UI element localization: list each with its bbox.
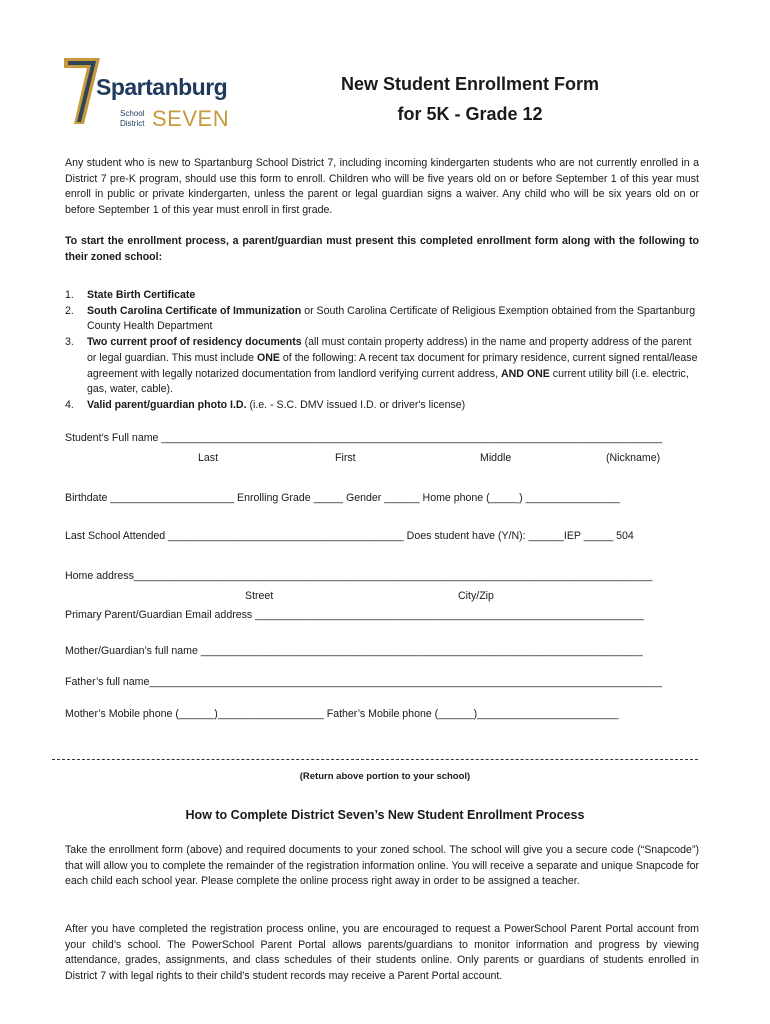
logo-brand-text: Spartanburg: [96, 74, 228, 100]
logo-district-text: District: [120, 119, 145, 128]
name-nickname-label: (Nickname): [606, 452, 661, 464]
list-item: 1. State Birth Certificate: [65, 289, 196, 301]
address-street-label: Street: [245, 590, 274, 602]
mobile-phones-row[interactable]: Mother’s Mobile phone (______)__________________ Father’s Mobile phone (______)________________________: [65, 708, 619, 720]
list-item: 4. Valid parent/guardian photo I.D. (i.e. - S.C. DMV issued I.D. or driver's license): [65, 398, 466, 411]
home-address-field[interactable]: Home address________________________________________________________________________________________: [65, 570, 653, 582]
logo-seven-text: SEVEN: [152, 106, 230, 131]
guardian-email-field[interactable]: Primary Parent/Guardian Email address __________________________________________________________________: [65, 609, 645, 621]
intro-paragraph: Any student who is new to Spartanburg School District 7, including incoming kindergarten students who are not currently enrolled in a District 7 pre-K program, should use this form to enroll. Children who will be five years old on or before September 1 of this year must enroll in public or private kindergarten, unless the parent or legal guardian signs a waiver. Any child who will be six years old on or before September 1 of this year must enroll in first grade.: [65, 157, 699, 217]
form-title-line2: for 5K - Grade 12: [397, 104, 543, 124]
instruction-paragraph: To start the enrollment process, a parent/guardian must present this completed enrollment form along with the following to their zoned school:: [65, 235, 699, 263]
cut-line-divider: [52, 759, 698, 760]
student-full-name-field[interactable]: Student’s Full name _____________________________________________________________________________________: [65, 432, 663, 444]
list-item: 3. Two current proof of residency documents (all must contain property address) in the name and property address of the parent or legal guardian. This must include ONE of the following: A recent tax document for primary residence, current signed rental/lease agreement with legally notarized documentation from landlord verifying current address, AND ONE current utility bill (i.e. electric, gas, water, cable).: [65, 336, 698, 396]
howto-paragraph-2: After you have completed the registration process online, you are encouraged to request a PowerSchool Parent Portal account from your child’s school. The PowerSchool Parent Portal allows parents/guardians to monitor information and progress by viewing attendance, grades, assignments, and class schedules of their students online. Only parents or guardians of students enrolled in District 7 with legal rights to their child’s student records may receive a Parent Portal account.: [65, 923, 699, 983]
form-title-line1: New Student Enrollment Form: [340, 74, 599, 94]
logo-school-text: School: [120, 109, 145, 118]
requirements-list: [65, 288, 699, 414]
father-name-field[interactable]: Father’s full name_______________________________________________________________________________________: [65, 676, 662, 688]
howto-paragraph-1: Take the enrollment form (above) and required documents to your zoned school. The school will give you a secure code (“Snapcode”) that will allow you to complete the remainder of the registration information online. You will receive a separate and unique Snapcode for each child each school year. Please complete the online process right away in order to be assigned a teacher.: [65, 844, 699, 888]
howto-heading: How to Complete District Seven’s New Student Enrollment Process: [185, 808, 585, 822]
name-middle-label: Middle: [480, 452, 512, 464]
last-school-iep-504-row[interactable]: Last School Attended ________________________________________ Does student have (Y/N): ______IEP _____ 504: [65, 530, 634, 542]
name-first-label: First: [335, 452, 356, 464]
mother-name-field[interactable]: Mother/Guardian’s full name ___________________________________________________________________________: [65, 645, 643, 657]
birthdate-grade-gender-phone-row[interactable]: Birthdate _____________________ Enrolling Grade _____ Gender ______ Home phone (_____) ________________: [65, 492, 620, 504]
district-logo: [62, 56, 262, 132]
return-note: (Return above portion to your school): [299, 771, 471, 782]
name-last-label: Last: [198, 452, 219, 464]
list-item: 2. South Carolina Certificate of Immunization or South Carolina Certificate of Religious Exemption obtained from the Spartanburg County Health Department: [65, 304, 696, 333]
address-cityzip-label: City/Zip: [458, 590, 494, 602]
